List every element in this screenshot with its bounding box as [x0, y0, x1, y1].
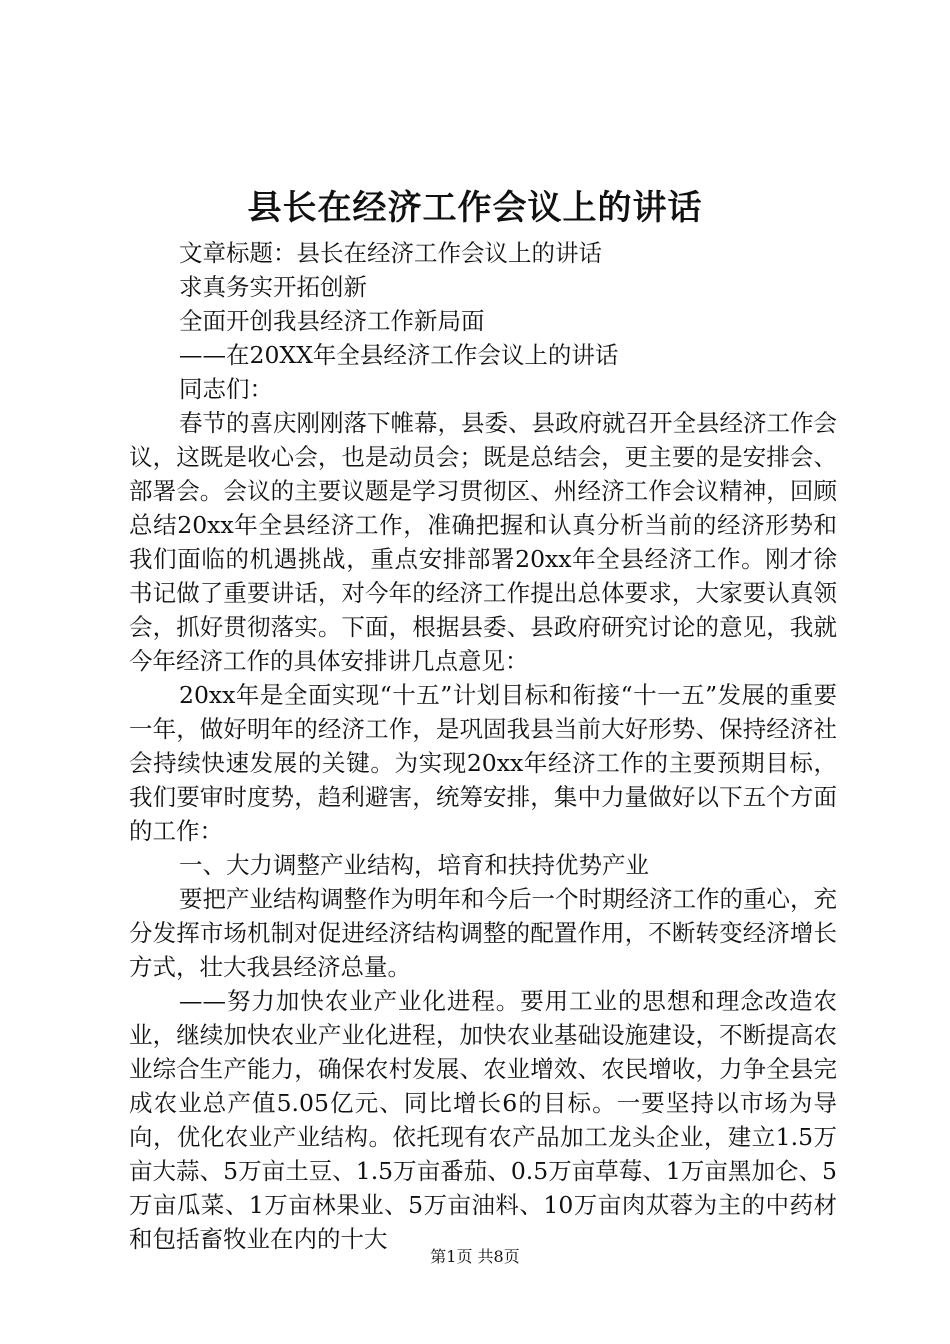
paragraph-structure: 要把产业结构调整作为明年和今后一个时期经济工作的重心，充分发挥市场机制对促进经济结构调整的配置作用，不断转变经济增长方式，壮大我县经济总量。	[129, 885, 837, 981]
slogan-line-1: 求真务实开拓创新	[179, 273, 367, 301]
slogan-line-2: 全面开创我县经济工作新局面	[179, 307, 485, 335]
document-body	[129, 236, 837, 1256]
paragraph-agriculture: ——努力加快农业产业化进程。要用工业的思想和理念改造农业，继续加快农业产业化进程，加快农业基础设施建设，不断提高农业综合生产能力，确保农村发展、农业增效、农民增收，力争全县完成农业总产值5.05亿元、同比增长6的目标。一要坚持以市场为导向，优化农业产业结构。依托现有农产品加工龙头企业，建立1.5万亩大蒜、5万亩土豆、1.5万亩番茄、0.5万亩草莓、1万亩黑加仑、5万亩瓜菜、1万亩林果业、5万亩油料、10万亩肉苁蓉为主的中药材和包括畜牧业在内的十大	[129, 987, 837, 1253]
paragraph-overview: 20xx年是全面实现“十五”计划目标和衔接“十一五”发展的重要一年，做好明年的经济工作，是巩固我县当前大好形势、保持经济社会持续快速发展的关键。为实现20xx年经济工作的主要预期目标，我们要审时度势，趋利避害，统筹安排，集中力量做好以下五个方面的工作：	[129, 681, 837, 845]
section-heading-1: 一、大力调整产业结构，培育和扶持优势产业	[179, 851, 649, 879]
salutation-line: 同志们：	[179, 375, 273, 403]
paragraph-intro: 春节的喜庆刚刚落下帷幕，县委、县政府就召开全县经济工作会议，这既是收心会，也是动员会；既是总结会，更主要的是安排会、部署会。会议的主要议题是学习贯彻区、州经济工作会议精神，回顾总结20xx年全县经济工作，准确把握和认真分析当前的经济形势和我们面临的机遇挑战，重点安排部署20xx年全县经济工作。刚才徐书记做了重要讲话，对今年的经济工作提出总体要求，大家要认真领会，抓好贯彻落实。下面，根据县委、县政府研究讨论的意见，我就今年经济工作的具体安排讲几点意见：	[129, 409, 837, 675]
article-title-line: 文章标题：县长在经济工作会议上的讲话	[179, 239, 602, 267]
subtitle-line: ——在20XX年全县经济工作会议上的讲话	[179, 341, 619, 369]
document-title: 县长在经济工作会议上的讲话	[247, 188, 703, 228]
page-footer: 第1页 共8页	[430, 1247, 520, 1266]
